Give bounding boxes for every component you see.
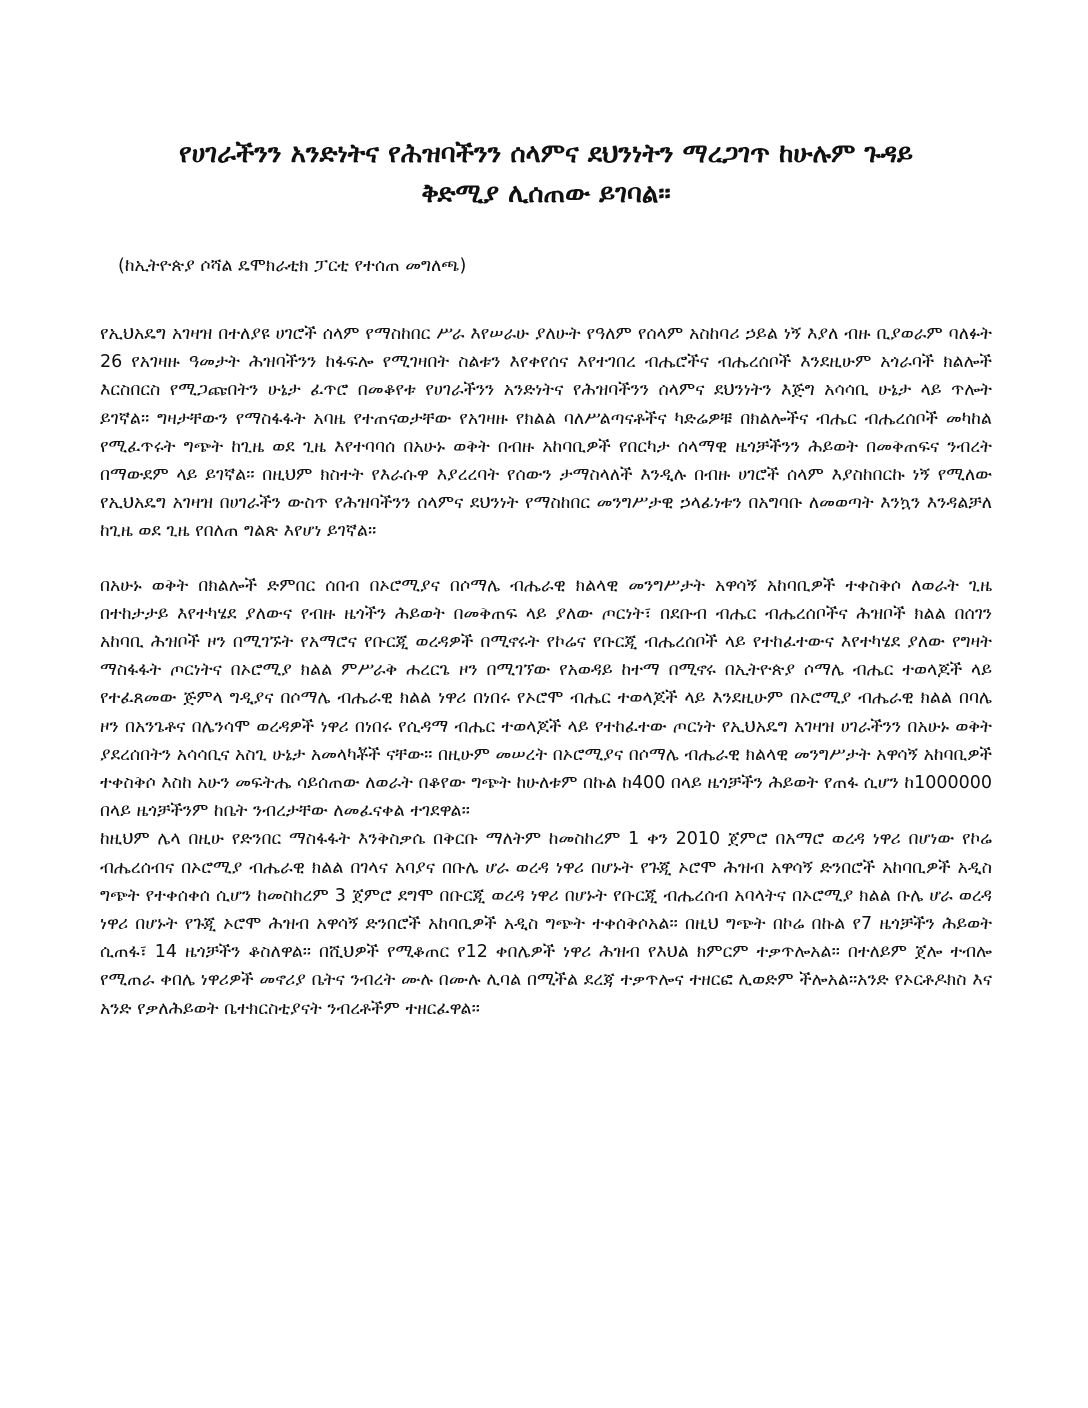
paragraph-1: የኢህአዴግ አገዛዝ በተለያዩ ሀገሮች ሰላም የማስከበር ሥራ እየሠራሁ ያለሁት የዓለም የሰላም አስከባሪ ኃይል ነኝ እያለ ብዙ ቢያወራም ባለፉት 26 የአገዛዙ ዓመታት ሕዝባችንን ከፋፍሎ የሚገዛበት ስልቱን እየቀየሰና እየተገበረ ብሔሮችና ብሔረሰቦች እንደዚሁም አጎራባች ክልሎች እርስበርስ የሚጋጩበትን ሁኔታ ፈጥሮ በመቆየቱ የሀገራችንን አንድነትና የሕዝባችንን ሰላምና ደህንነትን እጅግ አሳሳቢ ሁኔታ ላይ ጥሎት ይገኛል፡፡ ግዛታቸውን የማስፋፋት አባዜ የተጠናወታቸው የአገዛዙ የክልል ባለሥልጣናቶችና ካድሬዎቹ በክልሎችና ብሔር ብሔረሰቦች መካከል የሚፈጥሩት ግጭት ከጊዜ ወደ ጊዜ እየተባባሰ በአሁኑ ወቅት በብዙ አከባቢዎች የበርካታ ሰላማዊ ዜጎቻችንን ሕይወት በመቅጠፍና ንብረት በማውደም ላይ ይገኛል፡፡ በዚህም ክስተት የእራሱዋ እያረረባት የሰውን ታማስላለች እንዲሉ በብዙ ሀገሮች ሰላም እያስከበርኩ ነኝ የሚለው የኢህአዴግ አገዛዝ በሀገራችን ውስጥ የሕዝባችንን ሰላምና ደህንነት የማስከበር መንግሥታዊ ኃላፊነቱን በአግባቡ ለመወጣት እንኳን እንዳልቻለ ከጊዜ ወደ ጊዜ የበለጠ ግልጽ እየሆነ ይገኛል፡፡: [100, 324, 992, 542]
document-title: [100, 134, 992, 214]
paragraph-2: በአሁኑ ወቅት በክልሎች ድምበር ሰበብ በኦሮሚያና በሶማሌ ብሔራዊ ክልላዊ መንግሥታት አዋሳኝ አከባቢዎች ተቀስቅሶ ለወራት ጊዜ በተከታታይ እየተካሄደ ያለውና የብዙ ዜጎችን ሕይወት በመቅጠፍ ላይ ያለው ጦርነት፣ በደቡብ ብሔር ብሔረሰቦችና ሕዝቦች ክልል በሰገን አከባቢ ሕዝቦች ዞን በሚገኙት የአማሮና የቡርጂ ወረዳዎች በሚኖሩት የኮሬና የቡርጂ ብሔረሰቦች ላይ የተከፈተውና እየተካሄደ ያለው የግዛት ማስፋፋት ጦርነትና በኦሮሚያ ክልል ምሥራቅ ሐረርጌ ዞን በሚገኘው የአወዳይ ከተማ በሚኖሩ በኢትዮጵያ ሶማሌ ብሔር ተወላጆች ላይ የተፈጸመው ጅምላ ግዲያና በሶማሌ ብሔራዊ ክልል ነዋሪ በነበሩ የኦሮሞ ብሔር ተወላጆች ላይ እንደዚሁም በኦሮሚያ ብሔራዊ ክልል በባሌ ዞን በአንጌቶና በሌንሳሞ ወረዳዎች ነዋሪ በነበሩ የሲዳማ ብሔር ተወላጆች ላይ የተከፈተው ጦርነት የኢህአዴግ አገዛዝ ሀገራችንን በአሁኑ ወቅት ያደረሰበትን አሳሳቢና አስጊ ሁኔታ አመላካቾች ናቸው፡፡ በዚሁም መሠረት በኦሮሚያና በሶማሌ ብሔራዊ ክልላዊ መንግሥታት አዋሳኝ አከባቢዎች ተቀስቅሶ እስከ አሁን መፍትሔ ሳይሰጠው ለወራት በቆየው ግጭት ከሁለቱም በኩል ከ400 በላይ ዜጎቻችን ሕይወት የጠፋ ሲሆን ከ1000000 በላይ ዜጎቻችንም ከቤት ንብረታቸው ለመፈናቀል ተገደዋል፡፡: [100, 575, 993, 822]
document-subtitle: (ከኢትዮጵያ ሶሻል ዴሞክራቲክ ፓርቲ የተሰጠ መግለጫ): [118, 256, 467, 276]
title-line-1: የሀገራችንን አንድነትና የሕዝባችንን ሰላምና ደህንነትን ማረጋገጥ ከሁሉም ጉዳይ: [179, 139, 913, 169]
title-line-2: ቅድሚያ ሊሰጠው ይገባል፡፡: [421, 179, 671, 209]
paragraph-3: ከዚህም ሌላ በዚሁ የድንበር ማስፋፋት እንቅስቃሴ በቅርቡ ማለትም ከመስከረም 1 ቀን 2010 ጀምሮ በአማሮ ወረዳ ነዋሪ በሆነው የኮሬ ብሔረሰብና በኦሮሚያ ብሔራዊ ክልል በገላና አባያና በቡሌ ሆራ ወረዳ ነዋሪ በሆኑት የጉጂ ኦሮሞ ሕዝብ አዋሳኝ ድንበሮች አከባቢዎች አዲስ ግጭት የተቀሰቀሰ ሲሆን ከመስከረም 3 ጀምሮ ደግሞ በቡርጂ ወረዳ ነዋሪ በሆኑት የቡርጂ ብሔረሰብ አባላትና በኦሮሚያ ክልል ቡሌ ሆራ ወረዳ ነዋሪ በሆኑት የጉጂ ኦሮሞ ሕዝብ አዋሳኝ ድንበሮች አከባቢዎች አዲስ ግጭት ተቀሰቅሶአል፡፡ በዚህ ግጭት በኮሬ በኩል የ7 ዜጎቻችን ሕይወት ሲጠፋ፣ 14 ዜጎቻችን ቆስለዋል፡፡ በሺህዎች የሚቆጠር የ12 ቀበሌዎች ነዋሪ ሕዝብ የእህል ክምርም ተቃጥሎአል፡፡ በተለይም ጀሎ ተብሎ የሚጠራ ቀበሌ ነዋሪዎች መኖሪያ ቤትና ንብረት ሙሉ በሙሉ ሊባል በሚችል ደረጃ ተቃጥሎና ተዘርፎ ሊወድም ችሎአል፡፡አንድ የኦርቶዶክስ እና አንድ የቃለሕይወት ቤተክርስቲያናት ንብረቶችም ተዘርፈዋል፡፡: [100, 829, 992, 1019]
